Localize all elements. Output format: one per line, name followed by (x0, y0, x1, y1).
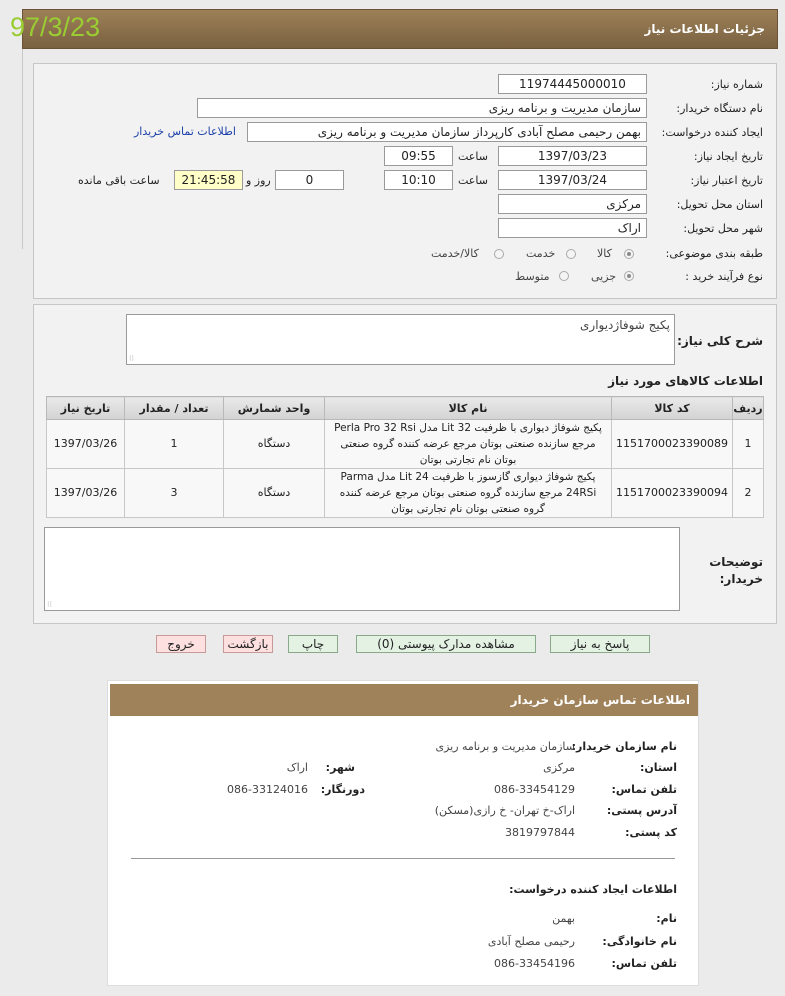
validity-time-field: 10:10 (384, 170, 453, 190)
buyer-notes-label: توضیحات (709, 555, 763, 569)
goods-name: پکیج شوفاژ دیواری گازسوز با ظرفیت 24 Lit مدل Parma 24RSi مرجع سازنده گروه صنعتی بوتان مرجع عرضه کننده گروه صنعتی بوتان نام تجارتی بوتان (325, 469, 612, 518)
creator-phone: 086-33454196 (494, 957, 575, 970)
purchase-radio-medium[interactable] (559, 271, 569, 281)
col-date: تاریخ نیاز (47, 397, 125, 420)
contact-phone: 086-33454129 (494, 783, 575, 796)
exit-button[interactable]: خروج (156, 635, 206, 653)
goods-name: پکیج شوفاژ دیواری با ظرفیت 32 Lit مدل Perla Pro 32 Rsi مرجع سازنده صنعتی بوتان مرجع عرضه کننده گروه صنعتی بوتان نام تجارتی بوتان (325, 420, 612, 469)
buyer-org-field: سازمان مدیریت و برنامه ریزی (197, 98, 647, 118)
remaining-label: ساعت باقی مانده (78, 174, 160, 187)
date-stamp: 97/3/23 (10, 12, 101, 42)
goods-unit: دستگاه (224, 420, 325, 469)
description-text: پکیج شوفاژدیواری (580, 318, 670, 332)
province-label: استان محل تحویل: (676, 198, 763, 211)
buyer-contact-link[interactable]: اطلاعات تماس خریدار (134, 125, 236, 138)
contact-address: اراک-خ تهران- خ رازی(مسکن) (434, 804, 575, 817)
row-number: 2 (733, 469, 764, 518)
contact-header (110, 684, 698, 716)
city-label: شهر محل تحویل: (683, 222, 763, 235)
category-label: طبقه بندی موضوعی: (665, 247, 763, 260)
resize-grip-icon[interactable]: ⁝⁝ (47, 600, 53, 609)
divider (131, 858, 675, 859)
contact-fax: 086-33124016 (227, 783, 308, 796)
requester-field: بهمن رحیمی مصلح آبادی کارپرداز سازمان مدیریت و برنامه ریزی (247, 122, 647, 142)
buyer-org-label: نام دستگاه خریدار: (676, 102, 763, 115)
reply-button[interactable]: پاسخ به نیاز (550, 635, 650, 653)
validity-time-label: ساعت (458, 174, 488, 187)
resize-grip-icon[interactable]: ⁝⁝ (129, 354, 135, 363)
category-radio-goods[interactable] (624, 249, 634, 259)
requester-label: ایجاد کننده درخواست: (661, 126, 763, 139)
purchase-option-medium: متوسط (515, 270, 550, 283)
goods-title: اطلاعات کالاهای مورد نیاز (608, 374, 763, 388)
col-unit: واحد شمارش (224, 397, 325, 420)
col-name: نام کالا (325, 397, 612, 420)
city-field: اراک (498, 218, 647, 238)
contact-postal-label: کد پستی: (625, 826, 677, 839)
description-box[interactable] (126, 314, 675, 365)
page-header (22, 9, 778, 49)
creator-family: رحیمی مصلح آبادی (487, 935, 575, 948)
goods-header-row (47, 397, 764, 420)
contact-city: اراک (286, 761, 308, 774)
contact-address-label: آدرس پستی: (606, 804, 677, 817)
divider (22, 49, 23, 249)
creator-name: بهمن (552, 912, 575, 925)
col-code: کد کالا (612, 397, 733, 420)
goods-code: 1151700023390094 (612, 469, 733, 518)
contact-org: سازمان مدیریت و برنامه ریزی (435, 740, 575, 753)
page-title: جزئیات اطلاعات نیاز (644, 22, 765, 36)
row-number: 1 (733, 420, 764, 469)
contact-phone-label: تلفن تماس: (611, 783, 677, 796)
goods-unit: دستگاه (224, 469, 325, 518)
remaining-time-field: 21:45:58 (174, 170, 243, 190)
purchase-option-minor: جزیی (591, 270, 617, 283)
col-row: ردیف (733, 397, 764, 420)
goods-date: 1397/03/26 (47, 420, 125, 469)
days-remaining-field: 0 (275, 170, 344, 190)
goods-date: 1397/03/26 (47, 469, 125, 518)
created-date-field: 1397/03/23 (498, 146, 647, 166)
category-option-both: کالا/خدمت (431, 247, 479, 260)
purchase-radio-minor[interactable] (624, 271, 634, 281)
goods-qty: 3 (125, 469, 224, 518)
goods-qty: 1 (125, 420, 224, 469)
creator-title: اطلاعات ایجاد کننده درخواست: (509, 883, 677, 896)
description-label: شرح کلی نیاز: (677, 334, 763, 348)
province-field: مرکزی (498, 194, 647, 214)
creator-family-label: نام خانوادگی: (602, 935, 677, 948)
validity-date-label: تاریخ اعتبار نیاز: (690, 174, 763, 187)
category-radio-both[interactable] (494, 249, 504, 259)
print-button[interactable]: چاپ (288, 635, 338, 653)
created-time-field: 09:55 (384, 146, 453, 166)
attachments-button[interactable]: مشاهده مدارک پیوستی (0) (356, 635, 536, 653)
buyer-notes-label-2: خریدار: (719, 572, 763, 586)
col-qty: تعداد / مقدار (125, 397, 224, 420)
goods-code: 1151700023390089 (612, 420, 733, 469)
contact-org-label: نام سازمان خریدار: (571, 740, 677, 753)
need-number-label: شماره نیاز: (710, 78, 763, 91)
buyer-notes-box[interactable] (44, 527, 680, 611)
purchase-type-label: نوع فرآیند خرید : (685, 270, 763, 283)
goods-table (46, 396, 764, 518)
table-row (47, 469, 764, 518)
validity-date-field: 1397/03/24 (498, 170, 647, 190)
need-number-field: 11974445000010 (498, 74, 647, 94)
creator-name-label: نام: (656, 912, 677, 925)
created-date-label: تاریخ ایجاد نیاز: (693, 150, 763, 163)
back-button[interactable]: بازگشت (223, 635, 273, 653)
contact-city-label: شهر: (325, 761, 355, 774)
table-row (47, 420, 764, 469)
creator-phone-label: تلفن تماس: (611, 957, 677, 970)
contact-province: مرکزی (543, 761, 575, 774)
contact-province-label: استان: (640, 761, 677, 774)
contact-postal: 3819797844 (505, 826, 575, 839)
days-label: روز و (246, 174, 271, 187)
category-option-service: خدمت (526, 247, 556, 260)
category-radio-service[interactable] (566, 249, 576, 259)
contact-fax-label: دورنگار: (320, 783, 365, 796)
contact-title: اطلاعات تماس سازمان خریدار (510, 693, 690, 707)
category-option-goods: کالا (597, 247, 612, 260)
created-time-label: ساعت (458, 150, 488, 163)
